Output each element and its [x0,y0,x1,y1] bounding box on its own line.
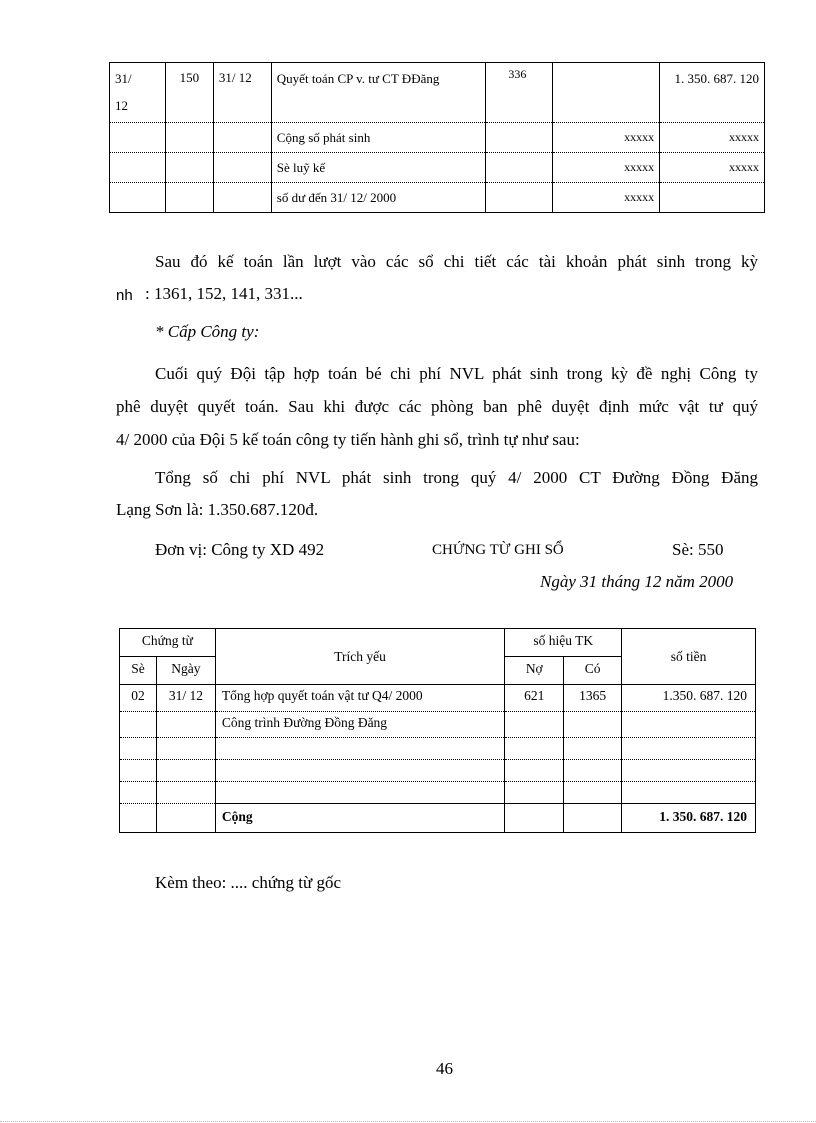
table-row [120,782,756,804]
ledger-debit [553,63,659,67]
table-row [120,685,756,712]
paragraph-line: 4/ 2000 của Đội 5 kế toán công ty tiến hành ghi sổ, trình tự như sau: [116,430,580,449]
cell-so-tien: 1.350. 687. 120 [622,685,756,712]
header-so-tien: số tiền [622,629,756,685]
voucher-table [119,628,756,833]
ledger-row [110,123,765,153]
ledger-debit: xxxxx [624,130,655,144]
ledger-table [109,62,765,213]
ledger-row [110,183,765,213]
paragraph-line: Tổng số chi phí NVL phát sinh trong quý 4/ 2000 CT Đường Đồng Đăng [155,468,758,487]
ledger-credit: 1. 350. 687. 120 [674,71,759,86]
ledger-row [110,153,765,183]
header-co: Có [564,657,622,685]
voucher-number: Sè: 550 [672,540,724,559]
ledger-date2: 31/ 12 [218,70,252,85]
table-row [120,738,756,760]
paragraph-line: phê duyệt quyết toán. Sau khi được các phòng ban phê duyệt định mức vật tư quý [116,397,758,416]
ledger-desc: số dư đến 31/ 12/ 2000 [276,190,397,205]
ledger-debit: xxxxx [624,190,655,204]
page-edge [0,1121,816,1122]
header-trich-yeu: Trích yếu [215,629,504,685]
paragraph-line: : 1361, 152, 141, 331... [145,284,303,303]
ledger-num: 150 [179,70,200,85]
page-number: 46 [436,1059,453,1078]
cell-co: 1365 [564,685,622,712]
header-se: Sè [120,657,157,685]
cell-se: 02 [120,685,157,712]
ledger-credit: xxxxx [729,160,759,174]
paragraph-line: Sau đó kế toán lần lượt vào các sổ chi tiết các tài khoản phát sinh trong kỳ [155,252,758,271]
voucher-date: Ngày 31 tháng 12 năm 2000 [540,572,734,591]
header-so-hieu-tk: số hiệu TK [505,629,622,657]
ledger-desc: Quyết toán CP v. tư CT ĐĐăng [276,71,440,86]
ledger-credit: xxxxx [729,130,759,144]
paragraph-fragment: nh [116,287,133,304]
voucher-title: CHỨNG TỪ GHI SỔ [432,542,564,558]
total-row [120,804,756,833]
ledger-desc: Sè luỹ kế [276,160,326,175]
header-no: Nợ [505,657,564,685]
table-row [120,760,756,782]
paragraph-line: Lạng Sơn là: 1.350.687.120đ. [116,500,319,519]
voucher-unit: Đơn vị: Công ty XD 492 [155,540,325,559]
table-row [120,712,756,738]
cell-ngay: 31/ 12 [156,685,215,712]
ledger-date: 31/ 12 [115,71,132,113]
header-ngay: Ngày [156,657,215,685]
attachment-note: Kèm theo: .... chứng từ gốc [155,873,342,892]
ledger-acct: 336 [508,67,527,81]
cell-trich-yeu: Công trình Đường Đồng Đăng [215,712,504,738]
paragraph-line: Cuối quý Đội tập hợp toán bé chi phí NVL phát sinh trong kỳ đề nghị Công ty [155,364,758,383]
total-value: 1. 350. 687. 120 [622,804,756,833]
header-chung-tu: Chứng từ [120,629,216,657]
total-label: Cộng [215,804,504,833]
cell-no: 621 [505,685,564,712]
ledger-row [110,63,765,123]
cell-trich-yeu: Tổng hợp quyết toán vật tư Q4/ 2000 [215,685,504,712]
ledger-desc: Cộng số phát sinh [276,130,371,145]
section-heading: * Cấp Công ty: [155,322,260,341]
ledger-debit: xxxxx [624,160,655,174]
